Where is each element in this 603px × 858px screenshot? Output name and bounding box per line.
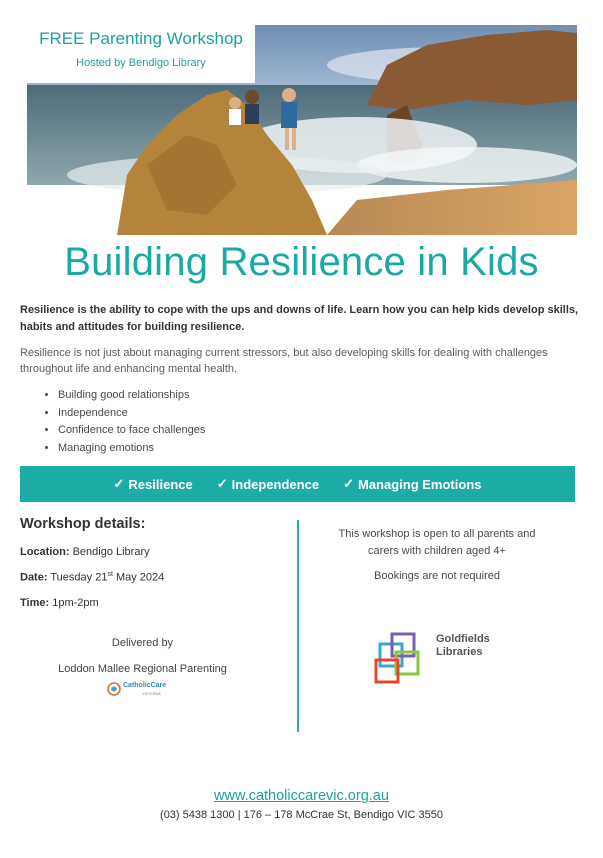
column-divider	[297, 520, 299, 732]
details-heading: Workshop details:	[20, 516, 146, 532]
logo-line: Goldfields	[436, 633, 490, 645]
banner-item	[217, 476, 319, 492]
page-title: Building Resilience in Kids	[64, 240, 539, 284]
list-item: • Building good relationships	[58, 387, 205, 405]
bookings-note: Bookings are not required	[374, 570, 500, 582]
time-row	[20, 597, 99, 609]
eligibility-line: This workshop is open to all parents and	[338, 528, 536, 540]
description-text: Resilience is not just about managing current stressors, but also developing skills for dealing with challenges throughout life and enhancing mental health.	[20, 347, 548, 375]
highlight-banner	[20, 466, 575, 502]
delivered-section	[20, 630, 265, 682]
intro-text: Resilience is the ability to cope with the ups and downs of life. Learn how you can help kids develop skills, habits and attitudes for building resilience.	[20, 304, 579, 333]
goldfields-logo-text	[436, 633, 490, 659]
catholiccare-logo-sub: VICTORIA	[142, 691, 161, 696]
banner-label: Independence	[231, 476, 320, 492]
website-link[interactable]: www.catholiccarevic.org.au	[214, 788, 389, 804]
delivered-by-label: Delivered by	[111, 637, 174, 649]
workshop-label: FREE Parenting Workshop	[39, 29, 243, 48]
check-icon: ✓	[113, 476, 125, 491]
list-item: • Confidence to face challenges	[58, 422, 205, 440]
list-item: • Independence	[58, 405, 205, 423]
location-label: Location:	[20, 546, 70, 558]
location-row	[20, 546, 150, 558]
logo-line: Libraries	[436, 646, 483, 658]
location-value: Bendigo Library	[72, 546, 150, 558]
banner-item	[114, 476, 193, 492]
catholiccare-logo-text: CatholicCare	[123, 682, 167, 689]
date-suffix: st	[107, 571, 113, 578]
banner-label: Resilience	[128, 476, 193, 492]
date-month: May 2024	[115, 571, 165, 584]
banner-label: Managing Emotions	[357, 476, 482, 492]
date-label: Date:	[20, 571, 48, 584]
contact-address: (03) 5438 1300 | 176 – 178 McCrae St, Bendigo VIC 3550	[160, 809, 443, 821]
time-value: 1pm-2pm	[52, 597, 99, 609]
time-label: Time:	[20, 597, 50, 609]
date-value: Tuesday 21	[50, 571, 108, 584]
date-row	[20, 571, 164, 584]
host-label: Hosted by Bendigo Library	[76, 57, 206, 69]
provider-name: Loddon Mallee Regional Parenting	[58, 663, 227, 675]
topic-list	[38, 387, 205, 457]
banner-item	[343, 476, 481, 492]
list-item: • Managing emotions	[58, 440, 205, 458]
eligibility-line: carers with children aged 4+	[368, 545, 506, 557]
hero-badge	[27, 25, 255, 83]
eligibility-info	[318, 526, 556, 585]
catholiccare-logo	[106, 680, 178, 700]
check-icon: ✓	[216, 476, 228, 491]
check-icon: ✓	[343, 476, 354, 491]
